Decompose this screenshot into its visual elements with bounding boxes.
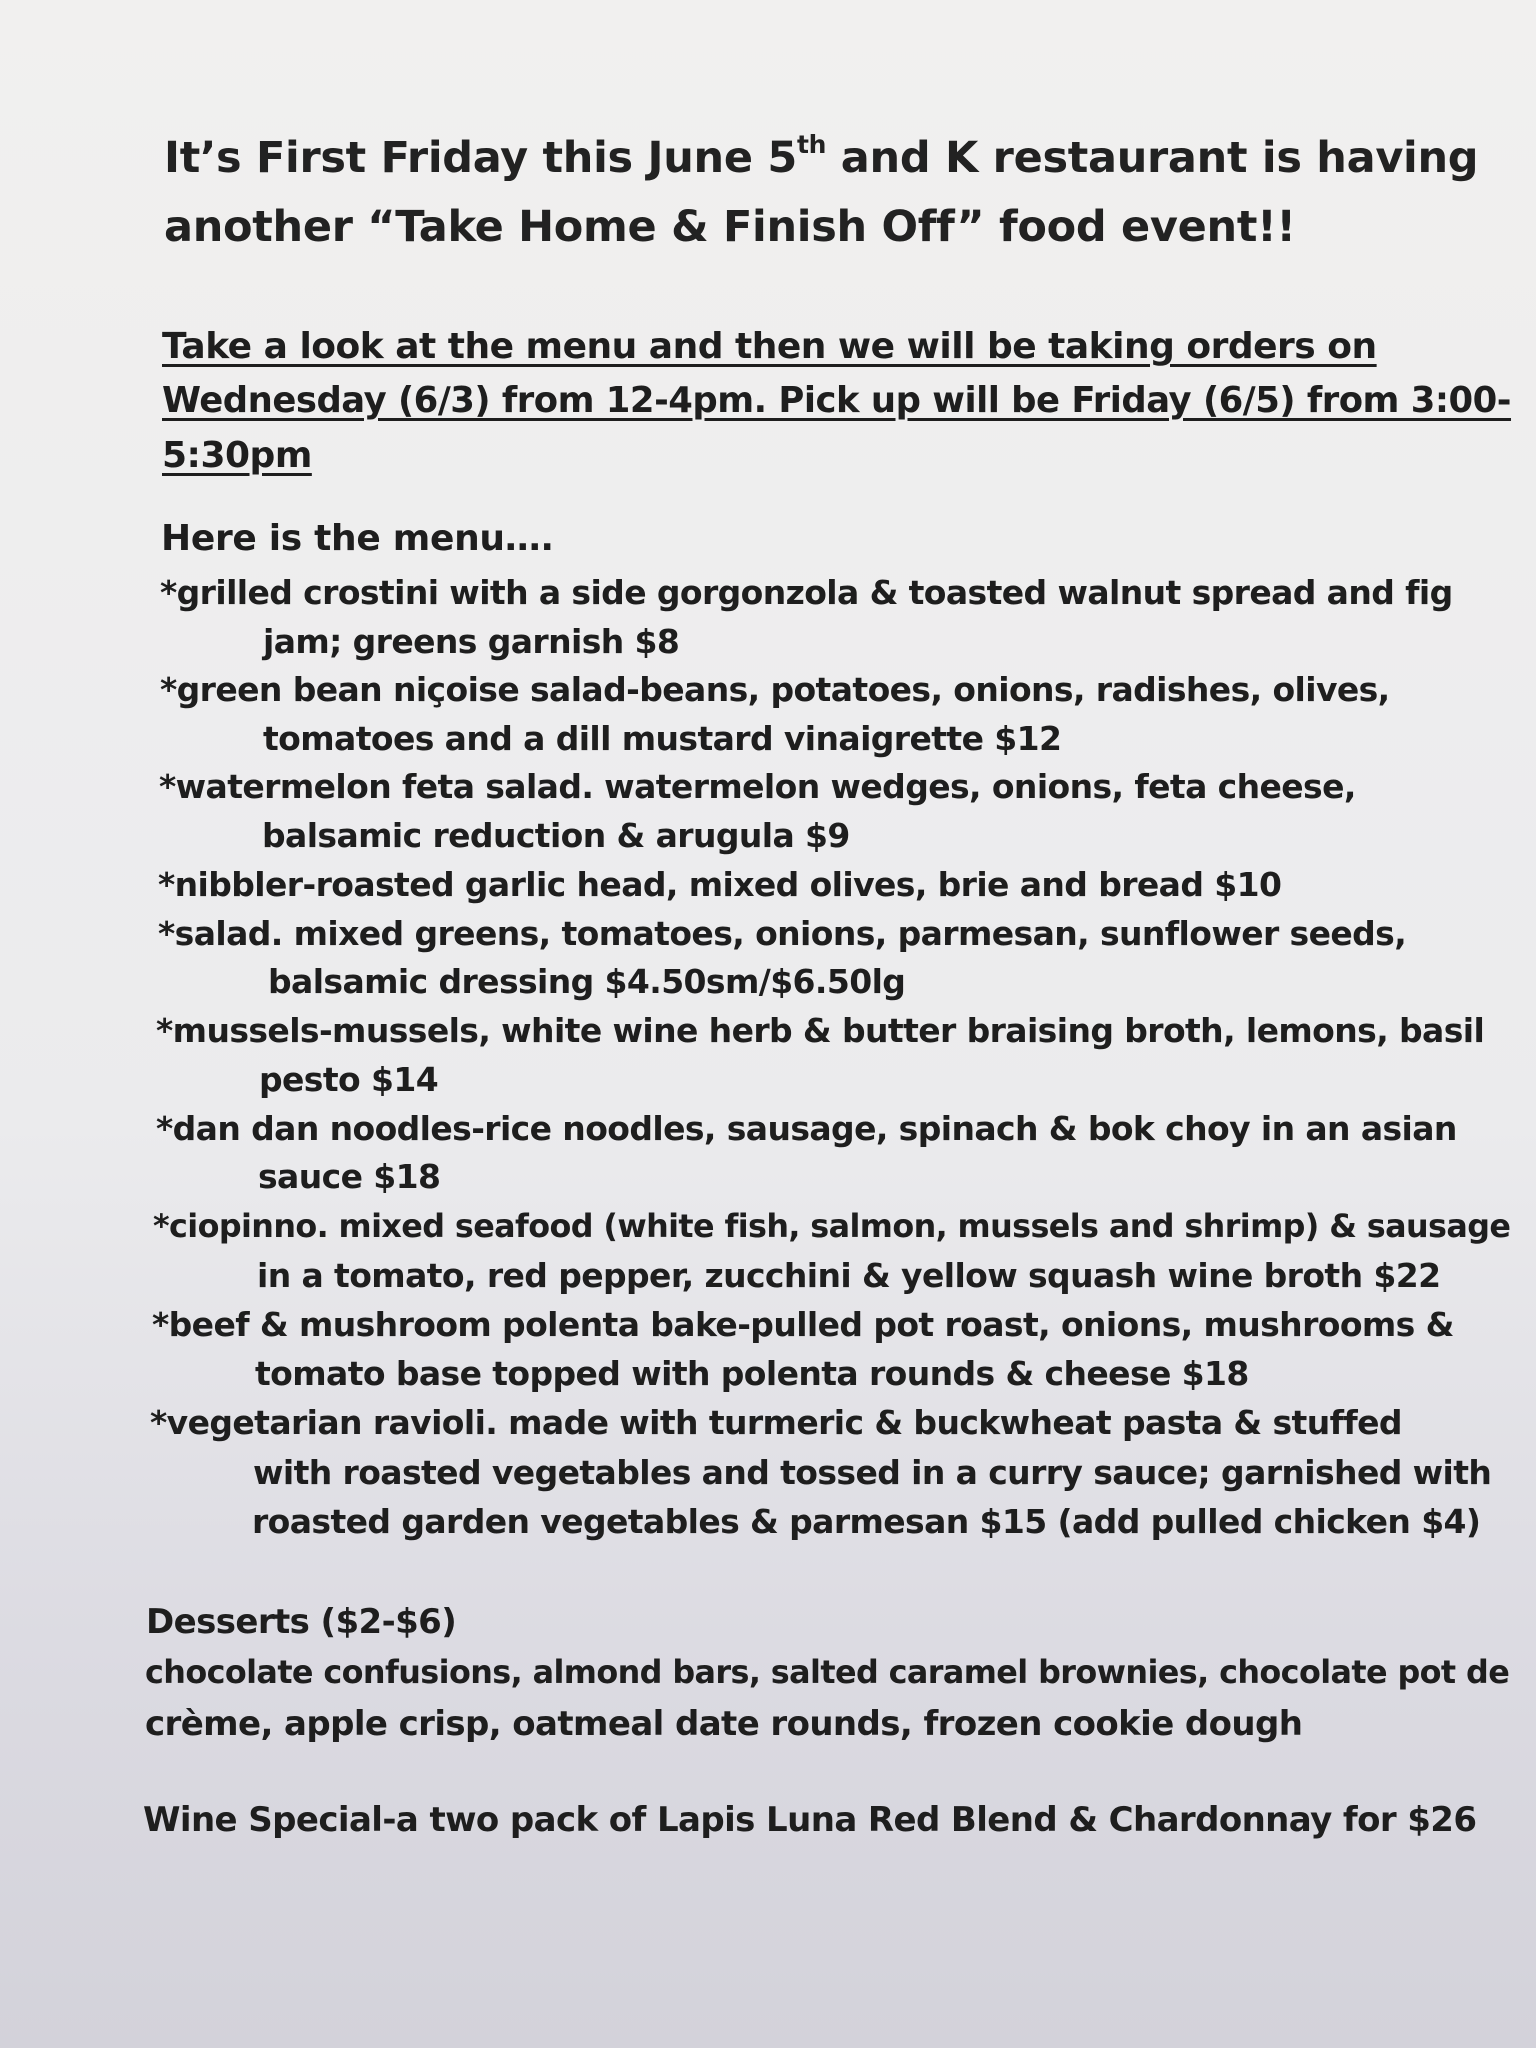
menu-item-ciopinno-line-2: in a tomato, red pepper, zucchini & yellow squash wine broth $22 — [257, 1256, 1441, 1295]
menu-item-watermelon-line-1: *watermelon feta salad. watermelon wedges, onions, feta cheese, — [159, 767, 1356, 806]
menu-item-polenta-line-2: tomato base topped with polenta rounds & cheese $18 — [255, 1354, 1249, 1393]
menu-item-crostini-line-2: jam; greens garnish $8 — [263, 622, 680, 661]
menu-item-ravioli-line-1: *vegetarian ravioli. made with turmeric & buckwheat pasta & stuffed — [150, 1403, 1402, 1442]
menu-item-nicoise-line-2: tomatoes and a dill mustard vinaigrette $12 — [263, 719, 1062, 758]
menu-item-ravioli-line-2: with roasted vegetables and tossed in a curry sauce; garnished with — [253, 1453, 1492, 1492]
menu-item-watermelon-line-2: balsamic reduction & arugula $9 — [262, 816, 850, 855]
menu-heading: Here is the menu…. — [161, 518, 554, 559]
menu-item-ciopinno-line-1: *ciopinno. mixed seafood (white fish, salmon, mussels and shrimp) & sausage — [153, 1207, 1511, 1245]
headline-text-a: It’s First Friday this June 5 — [164, 133, 797, 183]
wine-special: Wine Special-a two pack of Lapis Luna Red Blend & Chardonnay for $26 — [143, 1800, 1477, 1840]
desserts-line-2: crème, apple crisp, oatmeal date rounds, frozen cookie dough — [145, 1704, 1303, 1744]
menu-item-crostini-line-1: *grilled crostini with a side gorgonzola & toasted walnut spread and fig — [160, 573, 1453, 612]
headline-text-b: and K restaurant is having — [826, 133, 1479, 183]
notice-line-2: Wednesday (6/3) from 12-4pm. Pick up will be Friday (6/5) from 3:00- — [162, 380, 1512, 421]
desserts-heading: Desserts ($2-$6) — [146, 1602, 457, 1642]
menu-item-nibbler-line-1: *nibbler-roasted garlic head, mixed olives, brie and bread $10 — [158, 865, 1282, 904]
headline-line-1 — [164, 129, 1479, 183]
menu-item-dan-dan-line-1: *dan dan noodles-rice noodles, sausage, spinach & bok choy in an asian — [156, 1109, 1457, 1148]
notice-line-1: Take a look at the menu and then we will be taking orders on — [162, 326, 1377, 367]
menu-item-mussels-line-2: pesto $14 — [259, 1060, 439, 1099]
headline-line-2: another “Take Home & Finish Off” food event!! — [164, 202, 1296, 252]
headline-superscript: th — [796, 129, 827, 159]
menu-item-mussels-line-1: *mussels-mussels, white wine herb & butter braising broth, lemons, basil — [156, 1011, 1485, 1050]
menu-item-ravioli-line-3: roasted garden vegetables & parmesan $15 (add pulled chicken $4) — [252, 1502, 1481, 1541]
notice-line-3: 5:30pm — [162, 435, 312, 476]
menu-item-salad-line-1: *salad. mixed greens, tomatoes, onions, parmesan, sunflower seeds, — [158, 914, 1407, 953]
desserts-line-1: chocolate confusions, almond bars, salted caramel brownies, chocolate pot de — [145, 1653, 1510, 1691]
menu-item-nicoise-line-1: *green bean niçoise salad-beans, potatoes, onions, radishes, olives, — [160, 670, 1390, 709]
menu-item-polenta-line-1: *beef & mushroom polenta bake-pulled pot roast, onions, mushrooms & — [152, 1305, 1454, 1344]
menu-item-dan-dan-line-2: sauce $18 — [258, 1157, 441, 1196]
menu-item-salad-line-2: balsamic dressing $4.50sm/$6.50lg — [268, 962, 906, 1001]
